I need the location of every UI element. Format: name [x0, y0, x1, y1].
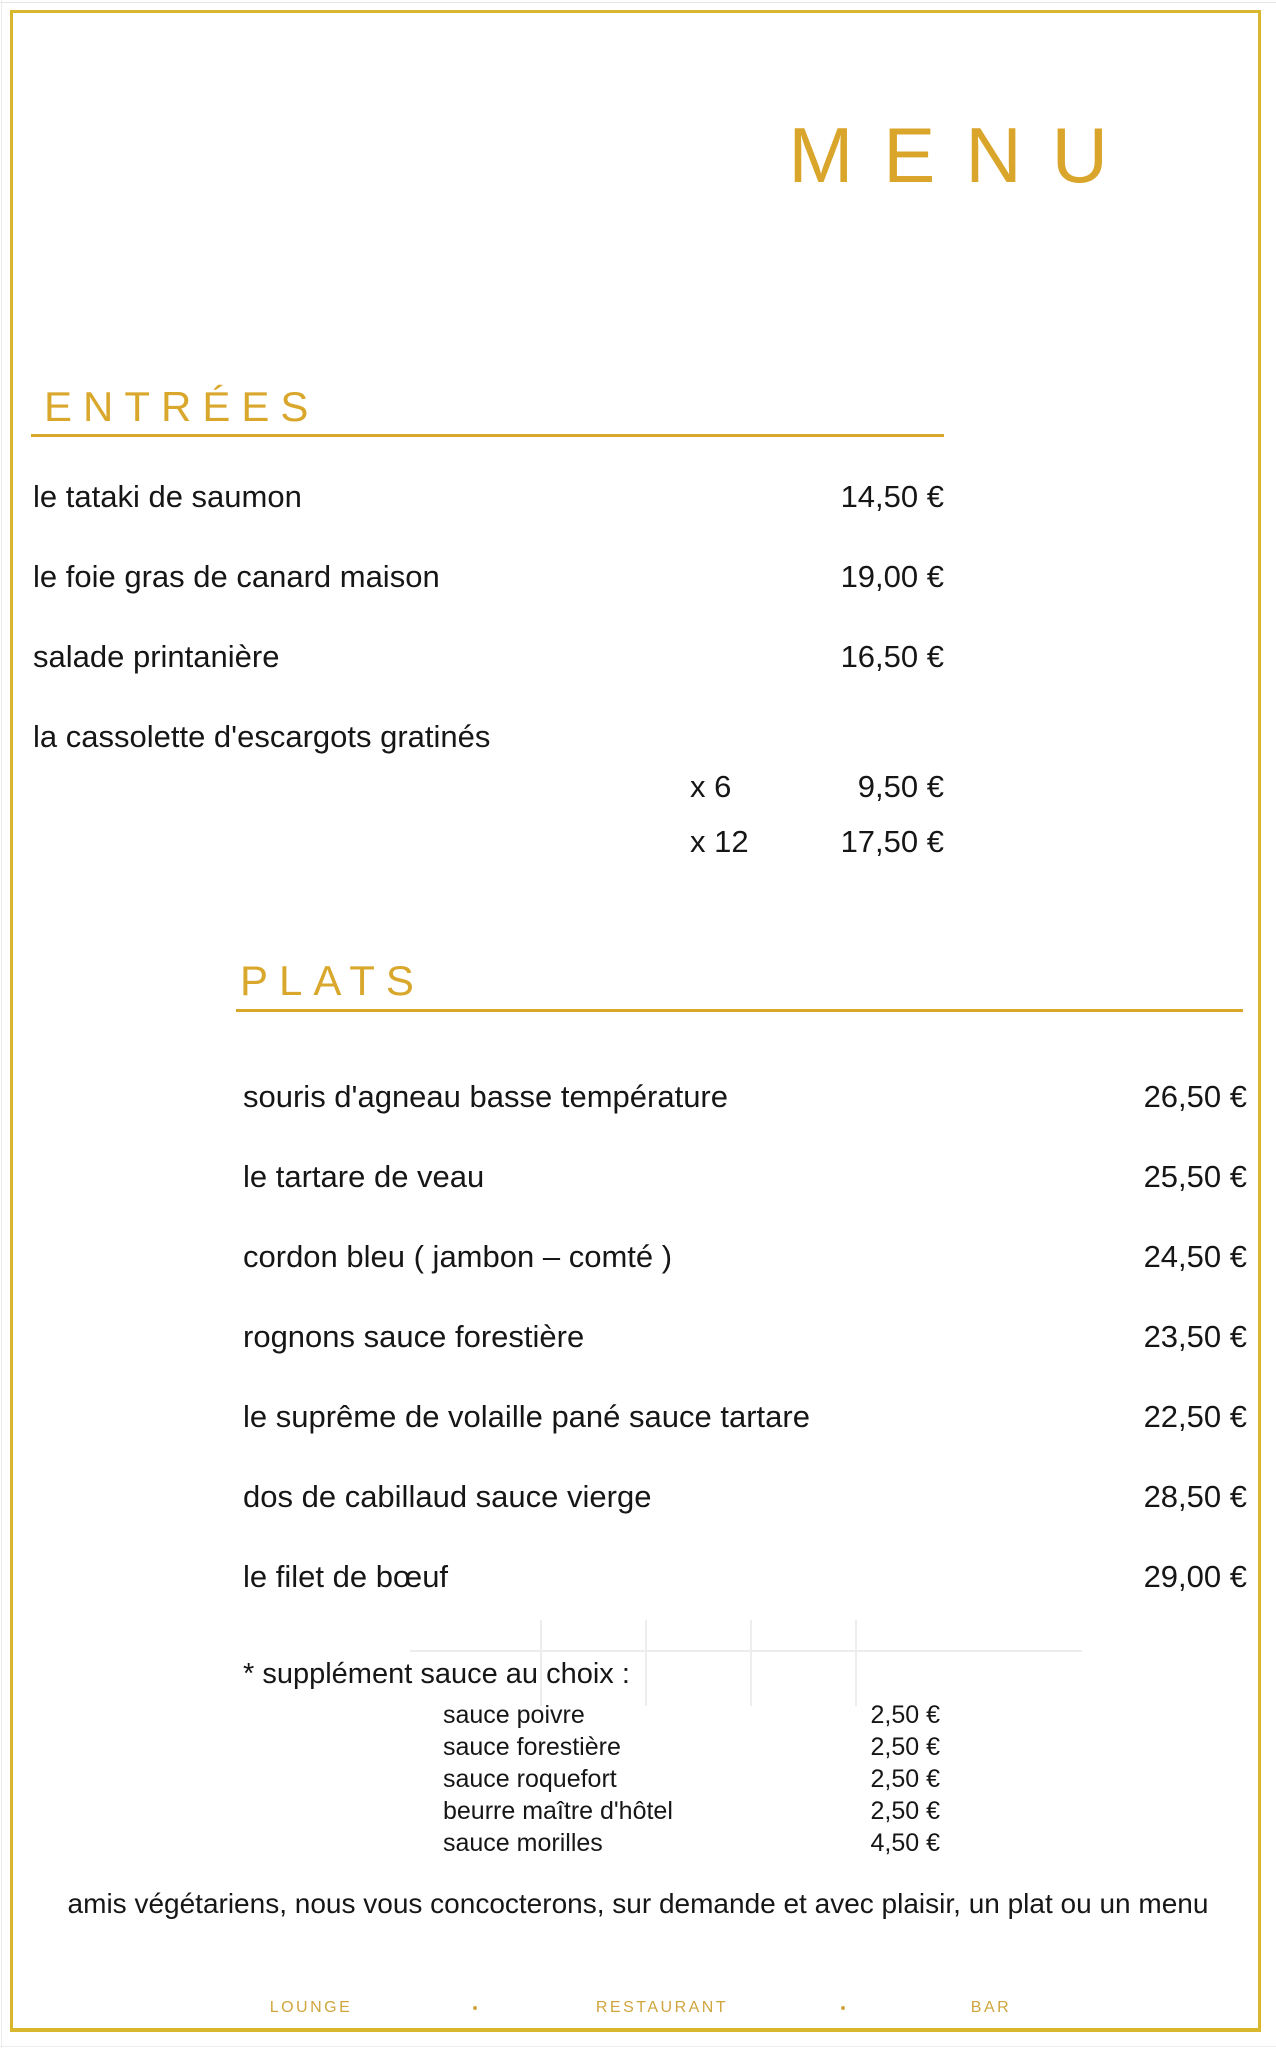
item-label: souris d'agneau basse température: [243, 1079, 728, 1114]
footer-item-lounge: LOUNGE: [269, 1999, 353, 2016]
variant-quantity: x 6: [690, 769, 732, 804]
sauce-option: [443, 1732, 940, 1762]
faint-grid-line: [855, 1620, 857, 1706]
menu-item: [243, 1078, 1247, 1115]
page-title: MENU: [788, 111, 1138, 199]
item-label: sauce poivre: [443, 1701, 585, 1729]
item-price: 2,50 €: [870, 1733, 940, 1761]
item-label: salade printanière: [33, 639, 280, 674]
item-price: 19,00 €: [840, 559, 944, 594]
item-label: beurre maître d'hôtel: [443, 1797, 673, 1825]
vegetarian-note: amis végétariens, nous vous concocterons, sur demande et avec plaisir, un plat ou un menu: [67, 1888, 1209, 1919]
item-price: 16,50 €: [840, 639, 944, 674]
item-label: cordon bleu ( jambon – comté ): [243, 1239, 673, 1274]
section-heading-entrees: ENTRÉES: [44, 383, 320, 430]
item-label: dos de cabillaud sauce vierge: [243, 1479, 652, 1514]
footer-item-restaurant: RESTAURANT: [595, 1999, 729, 2016]
item-price: 25,50 €: [1143, 1159, 1247, 1194]
page-top-edge: [0, 2, 1276, 3]
item-price: 14,50 €: [840, 479, 944, 514]
faint-grid-line: [410, 1650, 1082, 1652]
menu-item: [243, 1238, 1247, 1275]
item-price: 24,50 €: [1143, 1239, 1247, 1274]
variant-quantity: x 12: [690, 824, 749, 859]
plats-underline: [236, 1009, 1243, 1012]
item-label: le suprême de volaille pané sauce tartare: [243, 1399, 810, 1434]
item-label: le foie gras de canard maison: [33, 559, 440, 594]
item-price: 29,00 €: [1143, 1559, 1247, 1594]
item-label: le filet de bœuf: [243, 1559, 449, 1594]
menu-item: [243, 1318, 1247, 1355]
sauce-option: [443, 1796, 940, 1826]
item-price: 2,50 €: [870, 1797, 940, 1825]
menu-item: [243, 1398, 1247, 1435]
item-label: rognons sauce forestière: [243, 1319, 585, 1354]
item-price: 26,50 €: [1143, 1079, 1247, 1114]
item-price: 2,50 €: [870, 1765, 940, 1793]
item-label: le tataki de saumon: [33, 479, 302, 514]
item-price: 22,50 €: [1143, 1399, 1247, 1434]
sauce-option: [443, 1764, 940, 1794]
menu-item: [243, 1158, 1247, 1195]
item-price: 4,50 €: [870, 1829, 940, 1857]
page-bottom-edge: [0, 2046, 1276, 2047]
item-price: 2,50 €: [870, 1701, 940, 1729]
item-label: la cassolette d'escargots gratinés: [33, 719, 491, 754]
section-heading-plats: PLATS: [240, 957, 425, 1004]
menu-item: [243, 1558, 1247, 1595]
item-label: sauce roquefort: [443, 1765, 617, 1793]
menu-item: [33, 638, 944, 675]
menu-item: [33, 718, 944, 755]
sauce-option: [443, 1700, 940, 1730]
item-price: 9,50 €: [857, 769, 944, 804]
dot-separator-icon: [841, 2006, 845, 2010]
item-label: sauce morilles: [443, 1829, 603, 1857]
entrees-underline: [31, 434, 944, 437]
menu-item: [243, 1478, 1247, 1515]
item-price: 28,50 €: [1143, 1479, 1247, 1514]
menu-item: [33, 478, 944, 515]
faint-grid-line: [750, 1620, 752, 1706]
item-label: le tartare de veau: [243, 1159, 485, 1194]
page-left-edge: [1, 0, 2, 2048]
item-price: 23,50 €: [1143, 1319, 1247, 1354]
dot-separator-icon: [473, 2006, 477, 2010]
item-price: 17,50 €: [840, 824, 944, 859]
supplement-label: * supplément sauce au choix :: [243, 1658, 630, 1690]
item-label: sauce forestière: [443, 1733, 621, 1761]
faint-grid-line: [645, 1620, 647, 1706]
sauce-option: [443, 1828, 940, 1858]
menu-item: [33, 558, 944, 595]
footer-item-bar: BAR: [970, 1999, 1012, 2016]
